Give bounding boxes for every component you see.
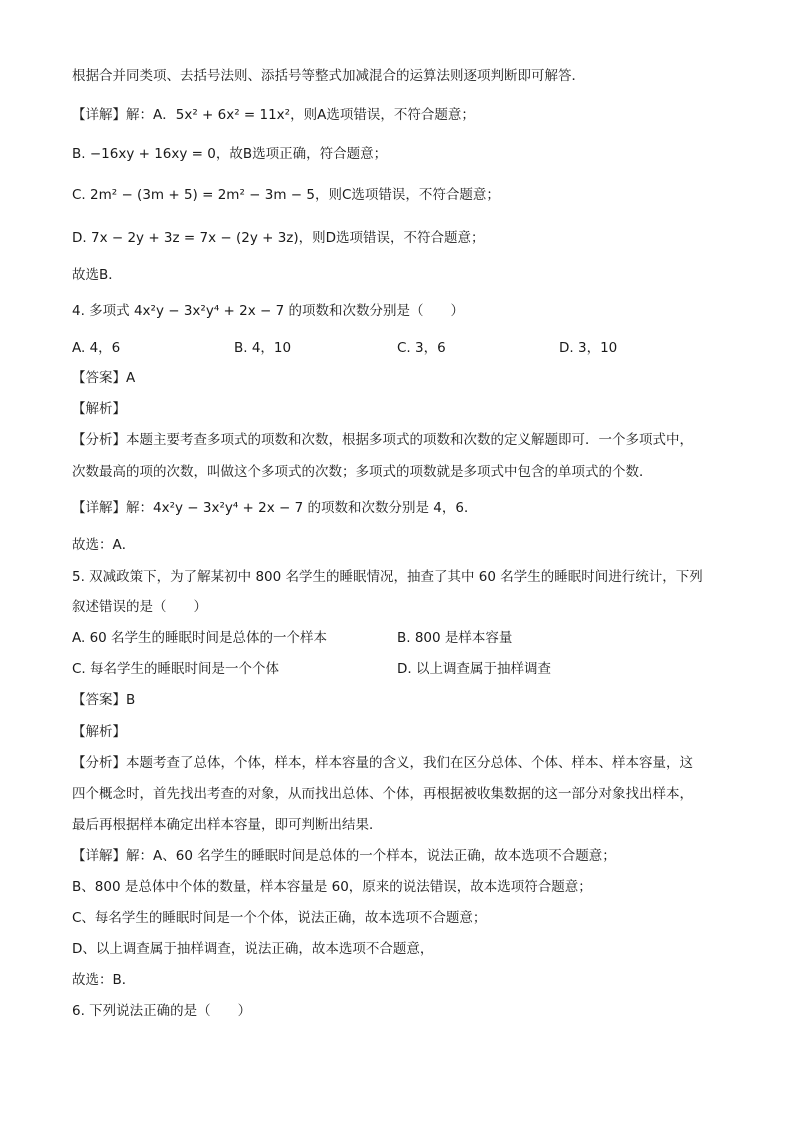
q5-analysis-heading: 【解析】 [72,724,126,740]
q3-method-text: 根据合并同类项、去括号法则、添括号等整式加减混合的运算法则逐项判断即可解答． [72,68,585,84]
q4-analysis-line2: 次数最高的项的次数，叫做这个多项式的次数；多项式的项数就是多项式中包含的单项式的个数． [72,464,653,480]
q5-conclusion: 故选：B． [72,972,136,988]
q5-detail-d: D、以上调查属于抽样调查，说法正确，故本选项不合题意， [72,941,434,957]
q4-analysis-line1: 【分析】本题主要考查多项式的项数和次数，根据多项式的项数和次数的定义解题即可．一个多项式中， [72,432,693,448]
q5-option-d: D. 以上调查属于抽样调查 [397,661,551,677]
q5-stem-line2: 叙述错误的是（ ） [72,599,207,615]
q4-stem: 4. 多项式 4x²y − 3x²y⁴ + 2x − 7 的项数和次数分别是（ ） [72,303,464,319]
q3-conclusion: 故选B． [72,267,122,283]
q5-analysis-line2: 四个概念时，首先找出考查的对象，从而找出总体、个体，再根据被收集数据的这一部分对象找出样本， [72,786,693,802]
q5-analysis-line1: 【分析】本题考查了总体，个体，样本，样本容量的含义，我们在区分总体、个体、样本、样本容量，这 [72,755,693,771]
q5-detail-c: C、每名学生的睡眠时间是一个个体，说法正确，故本选项不合题意； [72,910,487,926]
q3-detail-d: D. 7x − 2y + 3z = 7x − (2y + 3z)，则D选项错误，不符合题意； [72,230,485,246]
q4-option-c: C. 3，6 [397,340,446,356]
q4-option-a: A. 4，6 [72,340,121,356]
q3-detail-c: C. 2m² − (3m + 5) = 2m² − 3m − 5，则C选项错误，不符合题意； [72,187,500,203]
q5-option-b: B. 800 是样本容量 [397,630,513,646]
q4-option-d: D. 3，10 [559,340,618,356]
q3-detail-a: 【详解】解：A．5x² + 6x² = 11x²，则A选项错误，不符合题意； [72,107,475,123]
q5-detail-a: 【详解】解：A、60 名学生的睡眠时间是总体的一个样本，说法正确，故本选项不合题意； [72,848,616,864]
q5-stem-line1: 5. 双减政策下，为了解某初中 800 名学生的睡眠情况，抽查了其中 60 名学生的睡眠时间进行统计，下列 [72,569,703,585]
q5-analysis-line3: 最后再根据样本确定出样本容量，即可判断出结果． [72,817,383,833]
q5-option-c: C. 每名学生的睡眠时间是一个个体 [72,661,280,677]
q4-conclusion: 故选：A． [72,537,136,553]
q4-detail: 【详解】解：4x²y − 3x²y⁴ + 2x − 7 的项数和次数分别是 4，6． [72,500,478,516]
q5-answer: 【答案】B [72,692,136,708]
q3-detail-b: B. −16xy + 16xy = 0，故B选项正确，符合题意； [72,146,388,162]
q5-detail-b: B、800 是总体中个体的数量，样本容量是 60，原来的说法错误，故本选项符合题意； [72,879,592,895]
q6-stem: 6. 下列说法正确的是（ ） [72,1003,252,1019]
q4-answer: 【答案】A [72,370,136,386]
q4-option-b: B. 4，10 [234,340,292,356]
q4-analysis-heading: 【解析】 [72,401,126,417]
q5-option-a: A. 60 名学生的睡眠时间是总体的一个样本 [72,630,328,646]
